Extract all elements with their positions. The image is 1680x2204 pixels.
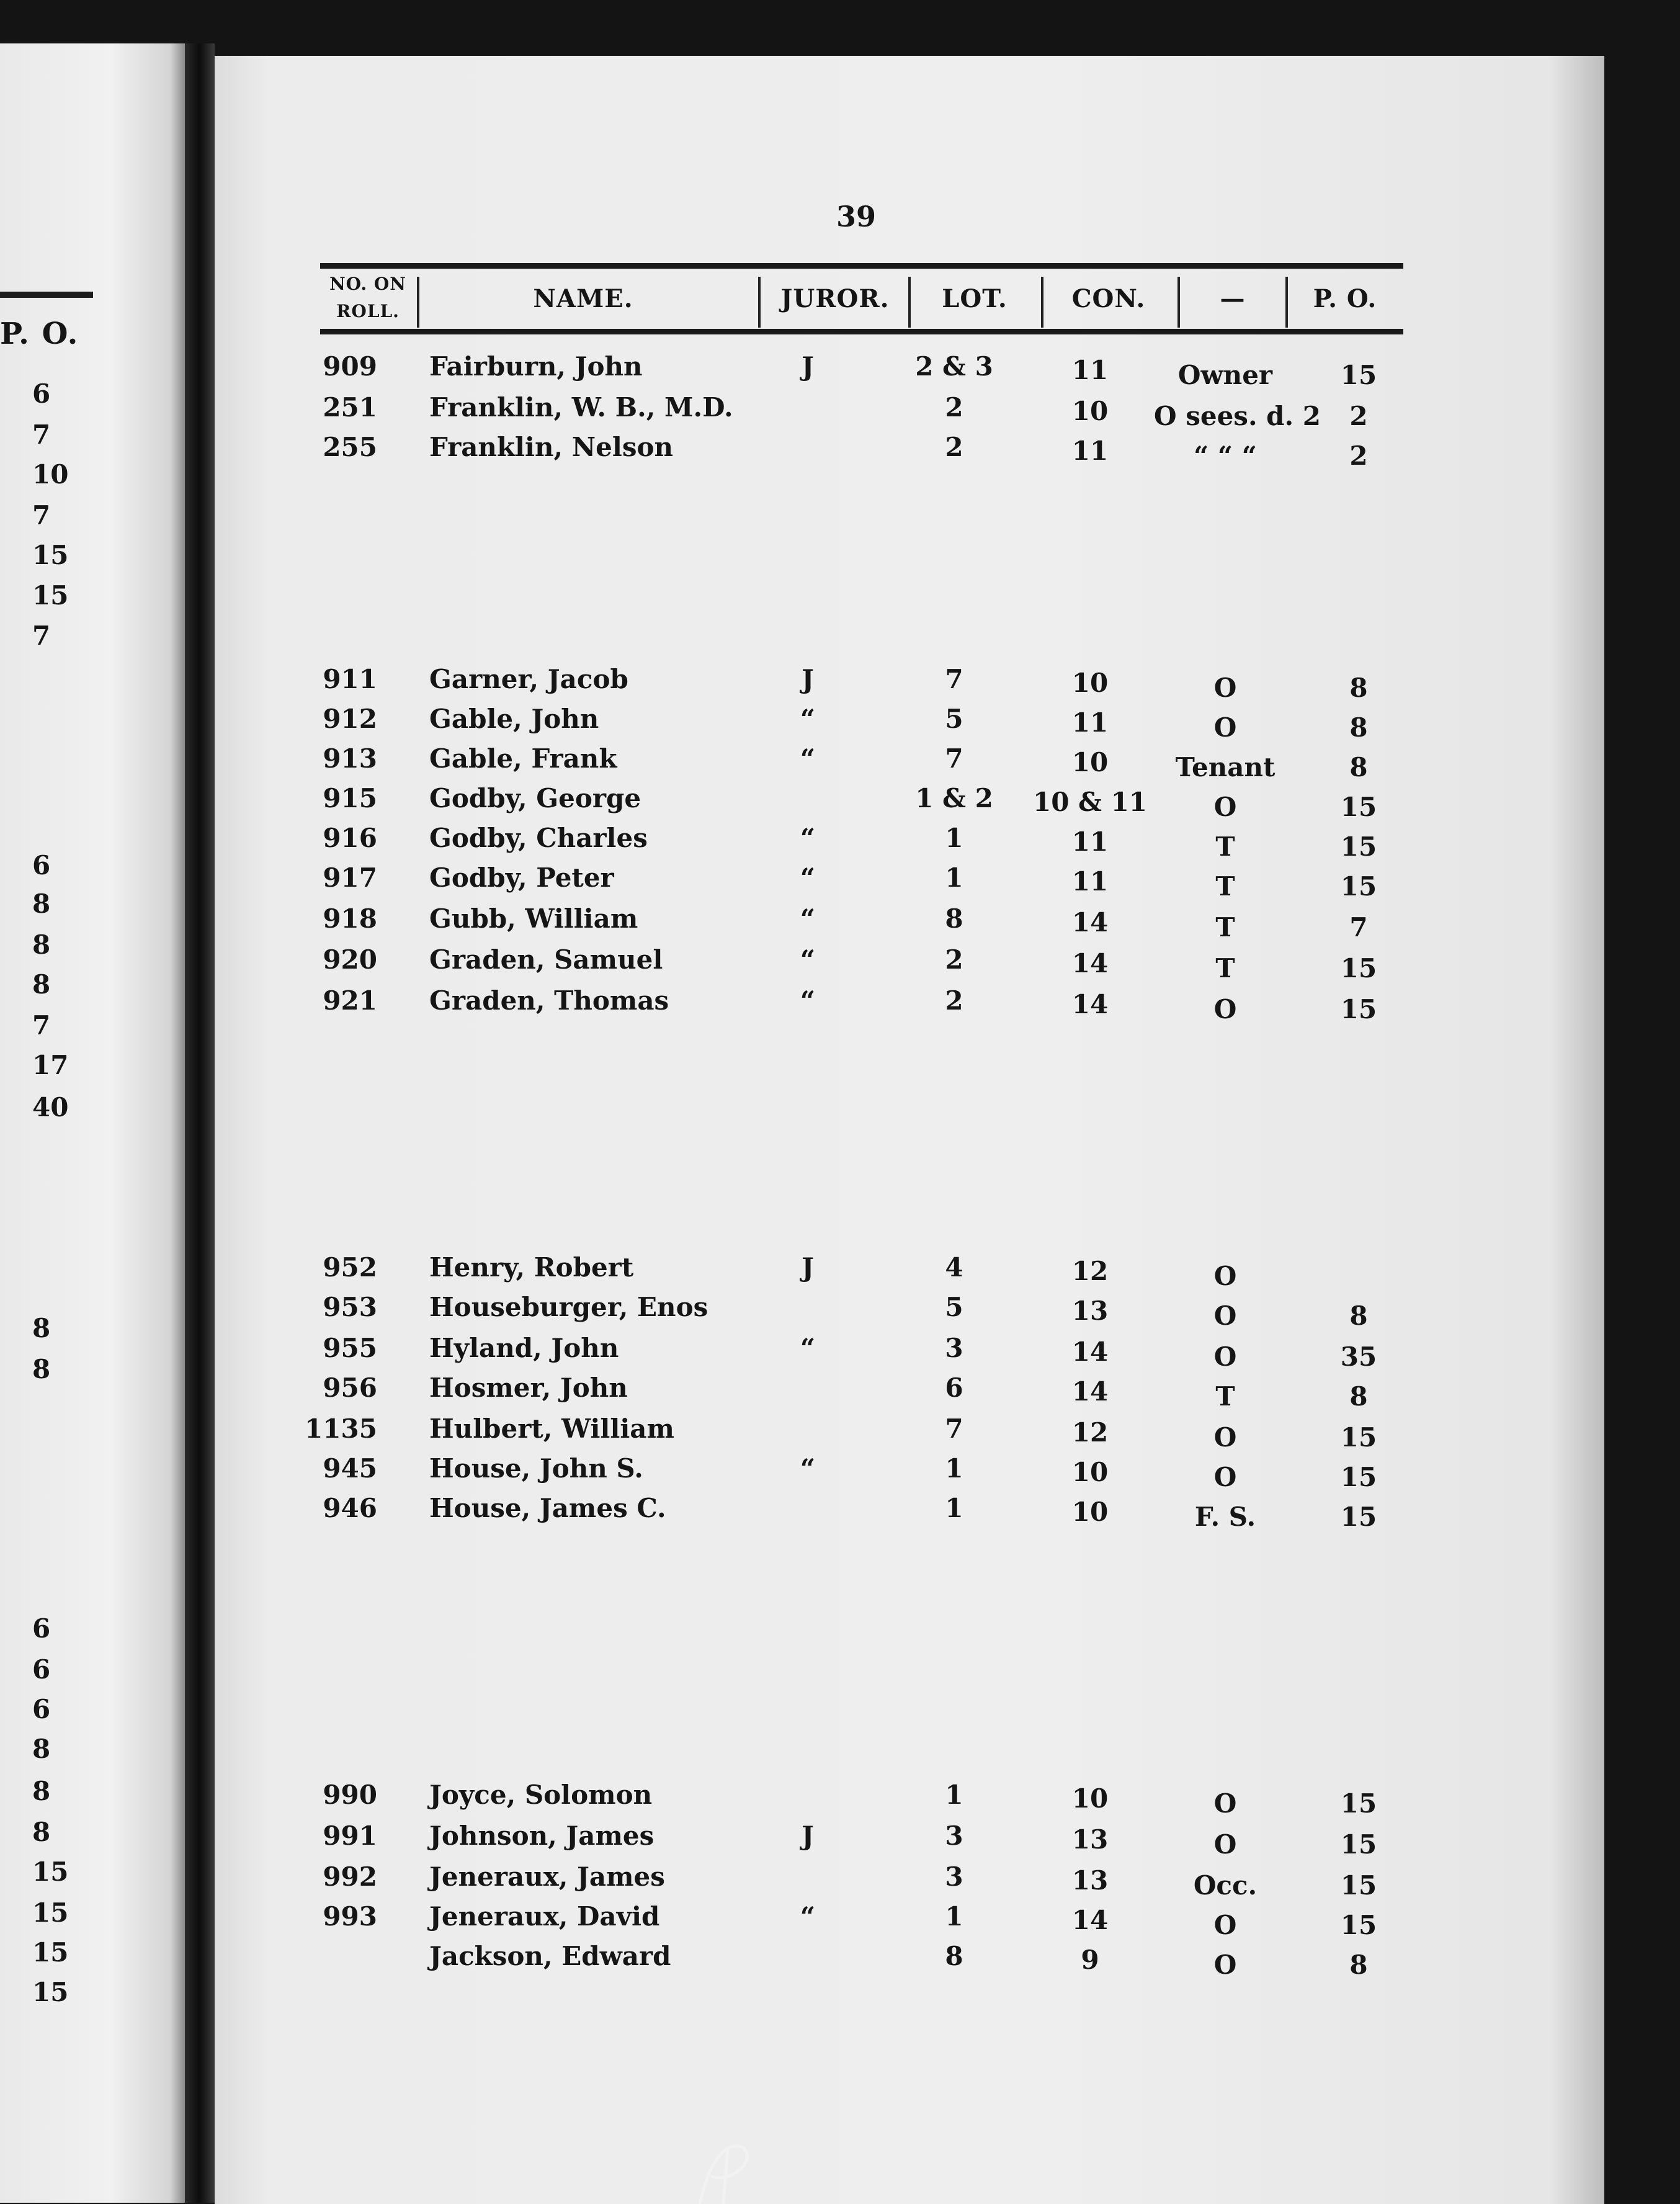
juror-cell: “ — [800, 823, 816, 853]
column-header-roll-line1: NO. ON — [329, 274, 406, 294]
post-office-cell: 35 — [1340, 1342, 1377, 1372]
concession-cell: 10 — [1071, 1457, 1109, 1487]
status-cell: O — [1213, 792, 1237, 822]
concession-cell: 11 — [1071, 707, 1109, 738]
roll-number-cell: 953 — [323, 1292, 377, 1322]
status-cell: O — [1213, 1422, 1237, 1453]
concession-cell: 14 — [1071, 907, 1109, 938]
status-cell: O — [1213, 673, 1237, 703]
concession-cell: 13 — [1071, 1296, 1109, 1326]
post-office-cell: 15 — [1340, 871, 1377, 902]
roll-number-cell: 955 — [323, 1333, 377, 1363]
concession-cell: 12 — [1071, 1256, 1109, 1286]
left-page-po-value: 7 — [32, 620, 51, 651]
name-cell: Hosmer, John — [429, 1373, 628, 1403]
name-cell: Joyce, Solomon — [429, 1780, 653, 1810]
left-page-po-value: 8 — [32, 1817, 51, 1847]
name-cell: Fairburn, John — [429, 351, 643, 382]
juror-cell: “ — [800, 862, 816, 893]
left-page-po-value: 8 — [32, 1354, 51, 1384]
name-cell: Franklin, Nelson — [429, 432, 674, 462]
status-cell: O — [1213, 1342, 1237, 1372]
name-cell: House, James C. — [429, 1493, 666, 1523]
lot-cell: 1 — [945, 1901, 963, 1932]
roll-number-cell: 956 — [323, 1373, 377, 1403]
roll-number-cell: 1135 — [305, 1413, 377, 1444]
page-number: 39 — [836, 200, 876, 233]
left-page-po-value: 7 — [32, 419, 51, 450]
roll-number-cell: 913 — [323, 743, 377, 774]
name-cell: Jackson, Edward — [429, 1941, 671, 1971]
roll-number-cell: 991 — [323, 1821, 377, 1851]
post-office-cell: 15 — [1340, 1870, 1377, 1901]
status-cell: O — [1213, 994, 1237, 1024]
post-office-cell: 8 — [1349, 1950, 1368, 1980]
status-cell: O — [1213, 1788, 1237, 1819]
lot-cell: 1 — [945, 1453, 963, 1484]
left-page-po-value: 6 — [32, 1613, 51, 1644]
concession-cell: 10 — [1071, 747, 1109, 777]
roll-number-cell: 251 — [323, 392, 377, 423]
lot-cell: 7 — [945, 743, 963, 774]
name-cell: Godby, George — [429, 783, 641, 813]
post-office-cell: 15 — [1340, 953, 1377, 983]
left-page-po-value: 8 — [32, 889, 51, 919]
concession-cell: 11 — [1071, 355, 1109, 385]
lot-cell: 6 — [945, 1373, 963, 1403]
roll-number-cell: 990 — [323, 1780, 377, 1810]
roll-number-cell: 952 — [323, 1252, 377, 1283]
post-office-cell: 7 — [1349, 912, 1368, 943]
left-page-po-value: 8 — [32, 969, 51, 1000]
left-page-po-value: 6 — [32, 850, 51, 880]
lot-cell: 7 — [945, 664, 963, 694]
status-cell: O — [1213, 1261, 1237, 1291]
left-page-po-value: 17 — [32, 1050, 69, 1080]
left-page-po-value: 8 — [32, 1734, 51, 1764]
left-page-rule — [0, 292, 93, 298]
column-header-po: P. O. — [1313, 284, 1377, 313]
left-page-po-value: 15 — [32, 1897, 69, 1928]
left-page-po-value: 8 — [32, 1313, 51, 1343]
status-cell: O — [1213, 1910, 1237, 1940]
left-page-po-value: 15 — [32, 580, 69, 611]
name-cell: Franklin, W. B., M.D. — [429, 392, 733, 423]
lot-cell: 8 — [945, 903, 963, 934]
left-page-po-value: 7 — [32, 1010, 51, 1041]
left-page-header: P. O. — [0, 316, 79, 351]
status-cell: T — [1215, 953, 1235, 983]
lot-cell: 2 — [945, 392, 963, 423]
status-cell: O — [1213, 712, 1237, 743]
juror-cell: “ — [800, 743, 816, 774]
roll-number-cell: 921 — [323, 985, 377, 1016]
concession-cell: 11 — [1071, 827, 1109, 857]
left-page-po-value: 15 — [32, 540, 69, 570]
roll-number-cell: 909 — [323, 351, 377, 382]
column-header-lot: LOT. — [942, 284, 1008, 313]
left-page-po-value: 8 — [32, 930, 51, 960]
post-office-cell: 2 — [1349, 441, 1368, 471]
concession-cell: 13 — [1071, 1865, 1109, 1896]
name-cell: Henry, Robert — [429, 1252, 634, 1283]
post-office-cell: 15 — [1340, 831, 1377, 862]
concession-cell: 14 — [1071, 1905, 1109, 1935]
juror-cell: J — [802, 664, 814, 694]
juror-cell: “ — [800, 944, 816, 975]
name-cell: House, John S. — [429, 1453, 643, 1484]
post-office-cell: 15 — [1340, 1829, 1377, 1860]
status-cell: F. S. — [1194, 1502, 1256, 1532]
post-office-cell: 15 — [1340, 360, 1377, 390]
roll-number-cell: 946 — [323, 1493, 377, 1523]
name-cell: Godby, Charles — [429, 823, 648, 853]
juror-cell: J — [802, 1252, 814, 1283]
roll-number-cell: 992 — [323, 1861, 377, 1892]
lot-cell: 5 — [945, 704, 963, 734]
concession-cell: 10 — [1071, 1497, 1109, 1527]
pencil-mark — [694, 2141, 762, 2204]
status-cell: Owner — [1177, 360, 1273, 390]
status-cell: Occ. — [1193, 1870, 1258, 1901]
concession-cell: 14 — [1071, 948, 1109, 979]
left-page-po-value: 7 — [32, 500, 51, 531]
status-cell: Tenant — [1175, 752, 1276, 782]
post-office-cell: 8 — [1349, 1381, 1368, 1412]
post-office-cell: 15 — [1340, 1422, 1377, 1453]
name-cell: Graden, Thomas — [429, 985, 669, 1016]
lot-cell: 5 — [945, 1292, 963, 1322]
left-page-po-value: 8 — [32, 1776, 51, 1806]
column-header-roll-line2: ROLL. — [336, 301, 400, 321]
name-cell: Garner, Jacob — [429, 664, 628, 694]
name-cell: Jeneraux, David — [429, 1901, 660, 1932]
concession-cell: 11 — [1071, 436, 1109, 466]
concession-cell: 9 — [1081, 1945, 1099, 1975]
status-cell: O sees. d. 2 — [1154, 401, 1321, 431]
roll-number-cell: 920 — [323, 944, 377, 975]
post-office-cell: 8 — [1349, 752, 1368, 782]
left-page-po-value: 10 — [32, 459, 69, 490]
column-header-con: CON. — [1071, 284, 1146, 313]
name-cell: Graden, Samuel — [429, 944, 663, 975]
header-rule-bottom — [320, 329, 1403, 334]
status-cell: T — [1215, 1381, 1235, 1412]
juror-cell: J — [802, 1821, 814, 1851]
book-gutter — [185, 43, 215, 2203]
lot-cell: 3 — [945, 1333, 963, 1363]
roll-number-cell: 918 — [323, 903, 377, 934]
status-cell: T — [1215, 912, 1235, 943]
lot-cell: 2 & 3 — [915, 351, 993, 382]
name-cell: Johnson, James — [429, 1821, 655, 1851]
roll-number-cell: 917 — [323, 862, 377, 893]
status-cell: T — [1215, 871, 1235, 902]
concession-cell: 14 — [1071, 1376, 1109, 1407]
left-page-po-value: 6 — [32, 1694, 51, 1724]
lot-cell: 2 — [945, 944, 963, 975]
roll-number-cell: 915 — [323, 783, 377, 813]
juror-cell: “ — [800, 903, 816, 934]
roll-number-cell: 255 — [323, 432, 377, 462]
concession-cell: 12 — [1071, 1417, 1109, 1448]
lot-cell: 1 — [945, 862, 963, 893]
lot-cell: 2 — [945, 432, 963, 462]
name-cell: Gable, Frank — [429, 743, 617, 774]
column-header-roll-number — [320, 271, 416, 325]
post-office-cell: 15 — [1340, 1910, 1377, 1940]
left-page-po-value: 6 — [32, 1654, 51, 1685]
lot-cell: 4 — [945, 1252, 963, 1283]
juror-cell: “ — [800, 1901, 816, 1932]
juror-cell: “ — [800, 1453, 816, 1484]
status-cell: T — [1215, 831, 1235, 862]
name-cell: Houseburger, Enos — [429, 1292, 708, 1322]
lot-cell: 1 & 2 — [915, 783, 993, 813]
name-cell: Gable, John — [429, 704, 599, 734]
lot-cell: 3 — [945, 1861, 963, 1892]
concession-cell: 10 & 11 — [1032, 787, 1148, 817]
left-page-po-value: 15 — [32, 1937, 69, 1968]
concession-cell: 10 — [1071, 396, 1109, 426]
concession-cell: 10 — [1071, 1783, 1109, 1814]
roll-number-cell: 916 — [323, 823, 377, 853]
concession-cell: 10 — [1071, 668, 1109, 698]
column-header-juror: JUROR. — [780, 284, 890, 313]
status-cell: O — [1213, 1301, 1237, 1331]
lot-cell: 8 — [945, 1941, 963, 1971]
concession-cell: 13 — [1071, 1824, 1109, 1855]
post-office-cell: 2 — [1349, 401, 1368, 431]
concession-cell: 14 — [1071, 1337, 1109, 1367]
juror-cell: “ — [800, 704, 816, 734]
post-office-cell: 15 — [1340, 1502, 1377, 1532]
left-page-po-value: 15 — [32, 1977, 69, 2007]
name-cell: Jeneraux, James — [429, 1861, 665, 1892]
status-cell: O — [1213, 1829, 1237, 1860]
left-page-po-value: 40 — [32, 1092, 69, 1122]
roll-number-cell: 912 — [323, 704, 377, 734]
lot-cell: 1 — [945, 1780, 963, 1810]
left-page-po-value: 6 — [32, 379, 51, 409]
status-cell: O — [1213, 1462, 1237, 1492]
juror-cell: “ — [800, 1333, 816, 1363]
left-page-po-value: 15 — [32, 1857, 69, 1887]
column-divider — [1285, 277, 1288, 328]
lot-cell: 2 — [945, 985, 963, 1016]
name-cell: Gubb, William — [429, 903, 638, 934]
status-cell: O — [1213, 1950, 1237, 1980]
roll-number-cell: 911 — [323, 664, 377, 694]
post-office-cell: 8 — [1349, 1301, 1368, 1331]
header-rule-top — [320, 263, 1403, 269]
name-cell: Godby, Peter — [429, 862, 614, 893]
name-cell: Hyland, John — [429, 1333, 619, 1363]
roll-number-cell: 945 — [323, 1453, 377, 1484]
left-page — [0, 43, 185, 2203]
name-cell: Hulbert, William — [429, 1413, 674, 1444]
juror-cell: J — [802, 351, 814, 382]
post-office-cell: 15 — [1340, 1462, 1377, 1492]
lot-cell: 1 — [945, 823, 963, 853]
post-office-cell: 8 — [1349, 673, 1368, 703]
column-header-name: NAME. — [533, 284, 633, 313]
concession-cell: 14 — [1071, 989, 1109, 1019]
post-office-cell: 15 — [1340, 792, 1377, 822]
status-cell: “ “ “ — [1194, 441, 1257, 471]
concession-cell: 11 — [1071, 866, 1109, 897]
post-office-cell: 15 — [1340, 1788, 1377, 1819]
juror-cell: “ — [800, 985, 816, 1016]
column-divider — [417, 277, 419, 328]
lot-cell: 3 — [945, 1821, 963, 1851]
column-header-status: — — [1220, 284, 1246, 313]
roll-number-cell: 993 — [323, 1901, 377, 1932]
post-office-cell: 15 — [1340, 994, 1377, 1024]
lot-cell: 1 — [945, 1493, 963, 1523]
lot-cell: 7 — [945, 1413, 963, 1444]
post-office-cell: 8 — [1349, 712, 1368, 743]
